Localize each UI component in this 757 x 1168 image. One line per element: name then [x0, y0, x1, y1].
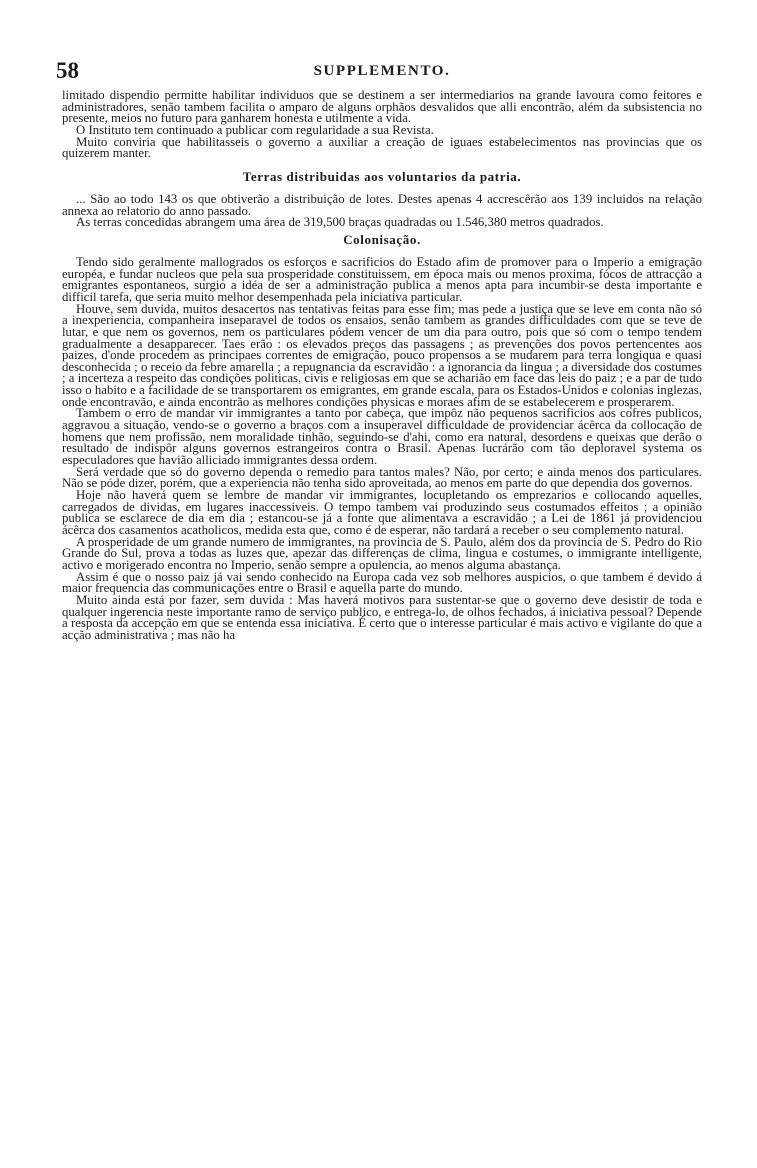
paragraph: Assim é que o nosso paiz já vai sendo conhecido na Europa cada vez sob melhores auspicios, o que tambem é devido á maior frequencia das communicações entre o Brasil e aquella parte do mundo. — [62, 569, 702, 596]
paragraph: Muito conviria que habilitasseis o governo a auxiliar a creação de iguaes estabelecimentos nas provincias que os quizerem manter. — [62, 134, 702, 161]
paragraph: A prosperidade de um grande numero de immigrantes, na provincia de S. Paulo, além dos da provincia de S. Pedro do Rio Grande do Sul, prova a todas as luzes que, apezar das differenças de clima, lingua e costumes, o immigrante intelligente, activo e morigerado encontra no Imperio, senão sempre a opulencia, ao menos alguma abastança. — [62, 534, 702, 572]
paragraph: limitado dispendio permitte habilitar individuos que se destinem a ser intermediarios na grande lavoura como feitores e administradores, senão tambem facilita o amparo de alguns orphãos desvalidos que alli encontrão, além da subsistencia no presente, meios no futuro para ganharem honesta e utilmente a vida. — [62, 88, 702, 126]
running-head — [56, 50, 702, 90]
paragraph: Muito ainda está por fazer, sem duvida : Mas haverá motivos para sustentar-se que o governo deve desistir de toda e qualquer ingerencia neste importante ramo de serviço publico, e entrega-lo, de olhos fechados, á iniciativa pessoal? Depende a resposta da accepção em que se entenda essa iniciativa. É certo que o interesse particular é mais activo e vigilante do que a acção administrativa ; mas não ha — [62, 592, 702, 642]
section-title-terras: Terras distribuidas aos voluntarios da patria. — [242, 168, 522, 184]
paragraph: Tendo sido geralmente mallogrados os esforços e sacrificios do Estado afim de promover para o Imperio a emigração européa, e fundar nucleos que pela sua prosperidade constituissem, em época mais ou menos proxima, fócos de attracção a emigrantes espontaneos, surgio a idéa de ser a administração publica a menos apta para incumbir-se desta importante e difficil tarefa, que seria muito melhor desempenhada pela iniciativa particular. — [62, 254, 702, 304]
section-title-colonisacao: Colonisação. — [343, 231, 421, 247]
page-header: SUPPLEMENTO. — [313, 63, 451, 79]
paragraph: Será verdade que só do governo dependa o remedio para tantos males? Não, por certo; e ainda menos dos particulares. Não se póde dizer, porém, que a experiencia não tenha sido aproveitada, ao menos em parte do que dependia dos governos. — [62, 464, 702, 491]
paragraph: Hoje não haverá quem se lembre de mandar vir immigrantes, locupletando os emprezarios e collocando aquelles, carregados de dividas, em lugares inaccessiveis. O tempo tambem vai produzindo seus costumados effeitos ; a opinião publica se esclarece de dia em dia ; estancou-se já a fonte que alimentava a escravidão ; a Lei de 1861 já providenciou ácêrca dos casamentos acatholicos, medida esta que, como é de esperar, não tardará a receber o seu complemento natural. — [62, 488, 702, 537]
paragraph: Houve, sem duvida, muitos desacertos nas tentativas feitas para esse fim; mas pede a justiça que se leve em conta não só a inexperiencia, companheira inseparavel de todos os ensaios, senão tambem as grandes difficuldades com que se teve de lutar, e que nem os governos, nem os particulares pódem vencer de um dia para outro, pois que só com o tempo tendem gradualmente a desapparecer. Taes erão : os elevados preços das passagens ; as prevenções dos povos pertencentes aos paizes, d'onde procedem as principaes correntes de emigração, pouco propensos a se mudarem para terra longiqua e quasi desconhecida ; o receio da febre amarella ; a repugnancia da escravidão : a ignorancia da lingua ; a diversidade dos costumes ; a incerteza a respeito das condições politicas, civis e religiosas em que se acharião em face das leis do paiz ; e a par de tudo isso o habito e a facilidade de se transportarem os emigrantes, em grande escala, para os Estados-Unidos e colonias inglezas, onde encontravão, e ainda encontrão as melhores condições physicas e moraes afim de se estabelecerem e prosperarem. — [62, 301, 702, 409]
book-page — [56, 50, 702, 642]
page-number: 58 — [56, 58, 79, 83]
paragraph: Tambem o erro de mandar vir immigrantes a tanto por cabeça, que impôz não pequenos sacrificios aos cofres publicos, aggravou a situação, vendo-se o governo a braços com a insuperavel difficuldade de providenciar ácêrca da collocação de homens que nem profissão, nem moralidade tinhão, seguindo-se d'ahi, como era natural, desordens e queixas que derão o resultado de indispôr alguns governos estrangeiros contra o Brasil. Apenas lucrárão com tão deploravel systema os especuladores que havião alliciado immigrantes dessa ordem. — [62, 406, 702, 468]
paragraph: As terras concedidas abrangem uma área de 319,500 braças quadradas ou 1.546,380 metros quadrados. — [76, 215, 604, 230]
paragraph: O Instituto tem continuado a publicar com regularidade a sua Revista. — [76, 122, 434, 137]
paragraph: ... São ao todo 143 os que obtiverão a distribuição de lotes. Destes apenas 4 accrescêrão aos 139 incluidos na relação annexa ao relatorio do anno passado. — [62, 191, 702, 218]
